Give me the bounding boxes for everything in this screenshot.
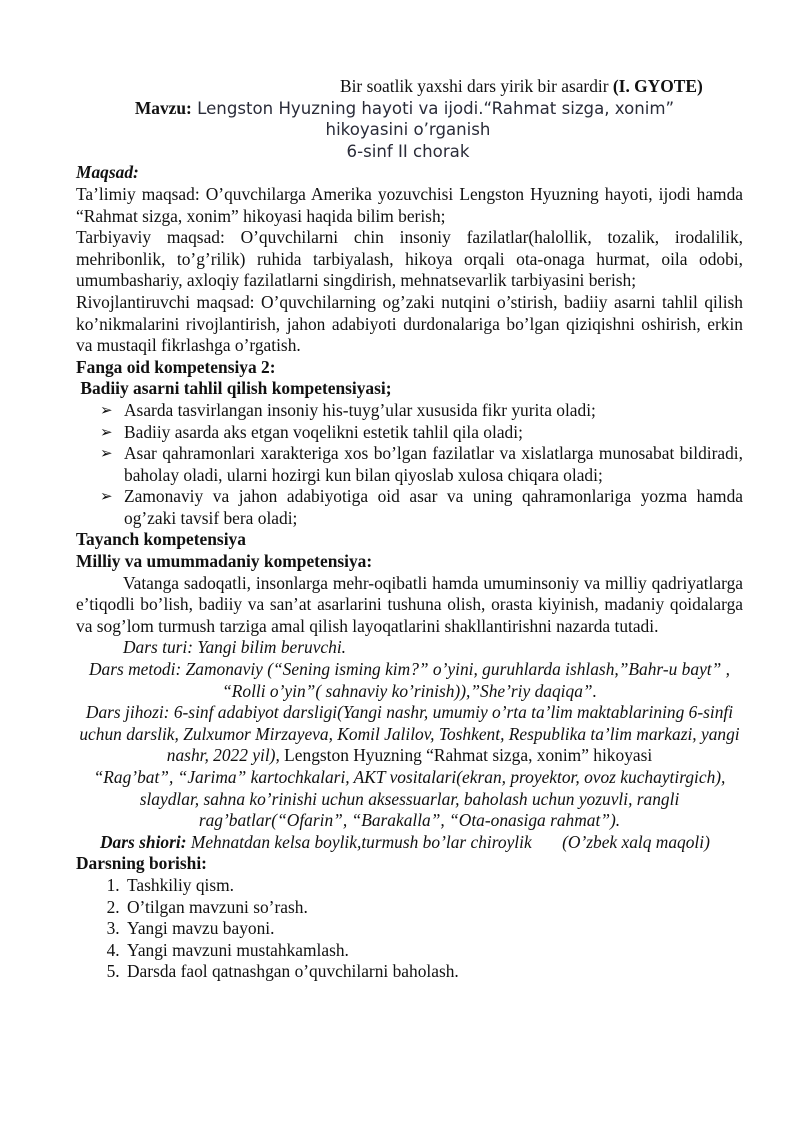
goals-heading: Maqsad:	[76, 162, 139, 183]
list-item: 2. O’tilgan mavzuni so’rash.	[124, 897, 743, 919]
core-competence-subheading: Milliy va umummadaniy kompetensiya:	[76, 551, 373, 572]
core-competence-text: Vatanga sadoqatli, insonlarga mehr-oqibatli hamda umuminsoniy va milliy qadriyatlarga e’tiqodli bo’lish, badiiy va san’at asarlarini tushuna olish, orasta kiyinish, madaniy qoidalarga va sog’lom turmush tarziga amal qilish layoqatlarini shakllantirishni nazarda tutadi.	[76, 572, 743, 636]
list-item	[100, 443, 743, 486]
motto-label: Dars shiori:	[100, 831, 187, 852]
list-item: 1. Tashkiliy qism.	[124, 875, 743, 897]
core-competence-heading: Tayanch kompetensiya	[76, 529, 246, 550]
subject-competence-subheading: Badiiy asarni tahlil qilish kompetensiyasi;	[76, 378, 392, 399]
lesson-motto	[76, 832, 743, 854]
educational-goal: Ta’limiy maqsad: O’quvchilarga Amerika yozuvchisi Lengston Hyuzning hayoti, ijodi hamda “Rahmat sizga, xonim” hikoyasi haqida bilim berish;	[76, 183, 743, 226]
list-item	[100, 400, 743, 422]
competence-list	[76, 400, 743, 530]
developmental-goal: Rivojlantiruvchi maqsad: O’quvchilarning og’zaki nutqini o’stirish, badiiy asarni tahlil qilish ko’nikmalarini rivojlantirish, jahon adabiyoti durdonalariga bo’lgan qiziqishni oshirish, erkin va mustaqil fikrlashga o’rgatish.	[76, 291, 743, 356]
list-item: 5. Darsda faol qatnashgan o’quvchilarni baholash.	[124, 961, 743, 983]
topic-title: Lengston Hyuzning hayoti va ijodi.“Rahmat sizga, xonim”	[191, 98, 675, 118]
epigraph-text: Bir soatlik yaxshi dars yirik bir asardir	[340, 76, 613, 96]
epigraph-author: (I. GYOTE)	[612, 76, 703, 96]
lesson-equipment	[76, 702, 743, 832]
list-item-text: Asarda tasvirlangan insoniy his-tuyg’ular xususida fikr yurita oladi;	[124, 399, 596, 420]
arrow-bullet-icon: ➢	[100, 444, 113, 463]
topic-label: Mavzu:	[134, 97, 192, 118]
list-item: 3. Yangi mavzu bayoni.	[124, 918, 743, 940]
equipment-materials: “Rag’bat”, “Jarima” kartochkalari, AKT vositalari(ekran, proyektor, ovoz kuchaytirgich), slaydlar, sahna ko’rinishi uchun aksessuarlar, baholash uchun yozuvli, rangli rag’batlar(“Ofarin”, “Barakalla”, “Ota-onasiga rahmat”).	[93, 767, 726, 831]
list-item-text: Asar qahramonlari xarakteriga xos bo’lgan fazilatlar va xislatlarga munosabat bildiradi, baholay oladi, ularni hozirgi kun bilan qiyoslab xulosa chiqara oladi;	[124, 443, 743, 485]
arrow-bullet-icon: ➢	[100, 487, 113, 506]
motto-text: Mehnatdan kelsa boylik,turmush bo’lar chiroylik (O’zbek xalq maqoli)	[186, 831, 710, 852]
epigraph	[76, 76, 743, 98]
list-item: 4. Yangi mavzuni mustahkamlash.	[124, 940, 743, 962]
list-item	[100, 486, 743, 529]
arrow-bullet-icon: ➢	[100, 422, 113, 441]
subject-competence-heading: Fanga oid kompetensiya 2:	[76, 356, 276, 377]
list-item-text: Zamonaviy va jahon adabiyotiga oid asar va uning qahramonlariga yozma hamda og’zaki tavsif bera oladi;	[124, 486, 743, 528]
lesson-method: Dars metodi: Zamonaviy (“Sening isming kim?” o’yini, guruhlarda ishlash,”Bahr-u bayt” , “Rolli o’yin”( sahnaviy ko’rinish)),”She’riy daqiqa”.	[88, 659, 730, 701]
topic-line-2: hikoyasini o’rganish	[325, 120, 491, 140]
document-page	[76, 76, 743, 983]
topic-line-1	[66, 98, 743, 120]
arrow-bullet-icon: ➢	[100, 400, 113, 419]
procedure-steps	[76, 875, 743, 983]
list-item	[100, 422, 743, 444]
lesson-type: Dars turi: Yangi bilim beruvchi.	[123, 637, 347, 658]
grade-quarter: 6-sinf II chorak	[346, 141, 470, 161]
equipment-list: Dars jihozi: 6-sinf adabiyot darsligi(Yangi nashr, umumiy o’rta ta’lim maktablarining 6-sinfi uchun darslik, Zulxumor Mirzayeva, Komil Jalilov, Toshkent, Respublika ta’lim markazi, yangi nashr, 2022 yil),	[79, 702, 740, 766]
list-item-text: Badiiy asarda aks etgan voqelikni estetik tahlil qila oladi;	[124, 421, 523, 442]
equipment-story: Lengston Hyuzning “Rahmat sizga, xonim” hikoyasi	[279, 745, 653, 766]
procedure-heading: Darsning borishi:	[76, 853, 207, 874]
upbringing-goal: Tarbiyaviy maqsad: O’quvchilarni chin insoniy fazilatlar(halollik, tozalik, irodalilik, mehribonlik, to’g’rilik) ruhida tarbiyalash, hikoya orqali ota-onaga hurmat, oila odobi, umumbashariy, axloqiy fazilatlarni singdirish, mehnatsevarlik tarbiyasini berish;	[76, 227, 743, 291]
